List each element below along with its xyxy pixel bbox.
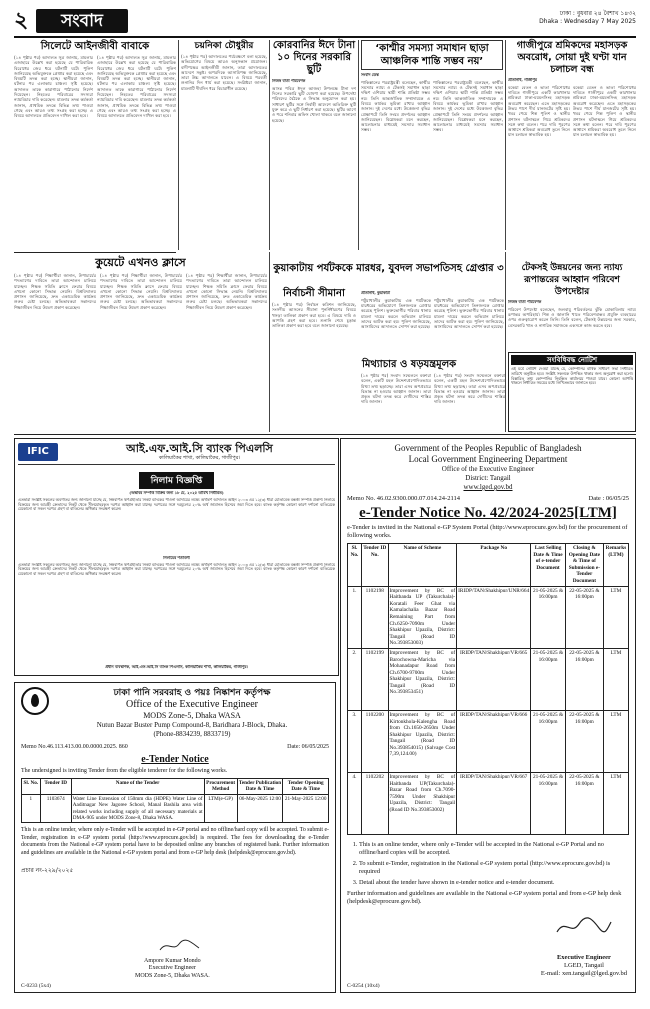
tender-table: [21, 778, 329, 823]
headline: গাজীপুরে শ্রমিকদের মহাসড়ক অবরোধ, সোয়া দুই ঘণ্টা যান চলাচল বন্ধ: [516, 40, 628, 75]
auction-footer: প্রধান ব্যবস্থাপক, আই.এফ.আই.সি ব্যাংক পিএলসি, কালিয়াকৈর শাখা, কালিয়াকৈর, গাজীপুর।: [105, 664, 248, 669]
table-row: [348, 710, 629, 772]
notice-body: এই মর্মে নোটিশ দেওয়া যাচ্ছে যে, কোম্পানির বার্ষিক সাধারণ সভা নির্ধারিত তারিখে অনুষ্ঠিত হবে। সংশ্লিষ্ট সকলকে উপস্থিত থাকার জন্য অনুরোধ করা হলো। বিস্তারিত তথ্য কোম্পানির নিবন্ধিত কার্যালয়ে পাওয়া যাবে। কোনো আপত্তি থাকলে নির্ধারিত সময়ের মধ্যে লিখিতভাবে জানাতে হবে।: [511, 367, 633, 386]
cell-sl: 1.: [348, 586, 362, 648]
cell-package: IRIDP/TAN/Shakhipur/VR/667: [457, 772, 531, 834]
cell-id: 1102202: [361, 772, 388, 834]
statutory-notice: [508, 352, 636, 432]
cell-method: LTM(e-GP): [204, 794, 237, 823]
date-bangla: ঢাকা : বুধবার ২৪ বৈশাখ ১৪৩২: [559, 10, 636, 17]
lged-tender-notice: [340, 438, 636, 993]
auction-title: নিলাম বিজ্ঞপ্তি: [139, 472, 215, 489]
note-item: 2. To submit e-Tender, registration in the National e-GP system portal (http://www.eprocure.gov.bd) is required: [359, 860, 629, 876]
further-info: Further information and guidelines are available in the National e-GP system portal and from e-GP help desk (helpdesk@eprocure.gov.bd).: [347, 889, 622, 905]
col-header: Name of Scheme: [388, 544, 457, 587]
notice-title: e-Tender Notice No. 42/2024-2025[LTM]: [359, 505, 617, 521]
headline: নির্বাচনী সীমানা: [283, 288, 345, 299]
ad-code: C-0254 (10x4): [347, 983, 380, 989]
cell-id: 1103674: [40, 794, 71, 823]
cell-name: Water Line Extension of 150mm dia (HDPE) Water Line of Aaditnagar New Jagoree School, Manal Bashila area with related works including supply of all necessary materials at DMA-905 under MODS Zone-8, Dhaka WASA.: [72, 795, 203, 822]
col-header: Remarks (LTM): [603, 544, 628, 587]
auction-body: এতদ্বারা সংশ্লিষ্ট সকলের অবগতির জন্য জানানো যাচ্ছে যে, নিম্নবর্ণিত ঋণগ্রহীতার নিকট ব্যাংকের পাওনা আদায়ের লক্ষ্যে অর্থঋণ আদালত আইন ২০০৩ এর ১২(৩) ধারা মোতাবেক বন্ধকী সম্পত্তি প্রকাশ্য নিলামে বিক্রয়ের জন্য আগ্রহী ক্রেতাদের নিকট থেকে সীলমোহরকৃত দরপত্র আহ্বান করা যাচ্ছে। দরপত্রের সঙ্গে দরমূল্যের ২০% অর্থ জামানত হিসেবে জমা দিতে হবে। ব্যাংক কর্তৃপক্ষ কোনো কারণ দর্শানো ব্যতিরেকে যেকোনো বা সকল দরপত্র গ্রহণ বা বাতিলের অধিকার সংরক্ষণ করেন।: [18, 497, 335, 512]
memo-number: Memo No.46.113.413.00.00.0000.2025. 860: [21, 744, 128, 750]
article-choynika: [181, 40, 267, 262]
masthead-logo-text: সংবাদ: [61, 11, 103, 31]
cell-sl: 1: [22, 794, 41, 823]
office-address: Nutun Bazar Buster Pump Compound-8, Baridhara J-Block, Dhaka.: [96, 721, 288, 729]
notice-title: সংবিধিবদ্ধ নোটিশ: [511, 355, 633, 365]
col-header: Name of the Tender: [71, 779, 204, 795]
cell-remark: LTM: [603, 710, 628, 772]
headline: কুয়েটে এখনও ক্লাসে: [95, 256, 186, 269]
cell-scheme: Improvement by BC of Barochowna-Maricha via Mohanadapur Road from Ch.6700-9700m Under Shakhipur Upazila, District: Tangail (Road ID No.393853451): [388, 648, 457, 710]
headline: ‘কাশ্মীর সমস্যা সমাধান ছাড়া আঞ্চলিক শান্তি সম্ভব নয়’: [361, 40, 503, 70]
cell-remark: LTM: [603, 648, 628, 710]
col-header: Tender Publication Date & Time: [238, 780, 282, 793]
col-header: Procurement Method: [204, 779, 237, 795]
byline: নিজস্ব বার্তা পরিবেশক: [508, 300, 542, 304]
body-col: পটুয়াখালীর কুয়াকাটায় এক পর্যটককে মারধরের অভিযোগে তিনজনকে গ্রেপ্তার করেছে পুলিশ। ভুক্তভোগীর পরিবার থানায় মামলা দায়ের করলে অভিযান চালিয়ে তাদের আটক করা হয়। পুলিশ জানিয়েছে, আসামিদের আদালতে সোপর্দ করা হয়েছে।: [361, 297, 431, 330]
memo-date: Date : 06/05/25: [588, 495, 629, 502]
auction-subtitle: (অস্থাবর সম্পত্তি বিক্রির জন্য ১৮ মে, ২০২৫ তারিখ নির্ধারিত): [129, 491, 224, 495]
article-kuakata-body: [361, 291, 505, 358]
cell-id: 1102198: [361, 586, 388, 648]
byline: প্রতিনিধি, কুয়াকাটা: [361, 291, 391, 295]
signatory-title: Executive Engineer: [556, 954, 611, 961]
body-col: পরিবেশ উপদেষ্টা বলেছেন, জলবায়ু পরিবর্তনের ঝুঁকি মোকাবিলায় ন্যায্য রূপান্তর অপরিহার্য। শিল্প ও জ্বালানি খাতে পরিবেশবান্ধব প্রযুক্তি ব্যবহারের ওপর গুরুত্বারোপ করেন তিনি। তিনি বলেন, টেকসই উন্নয়নের জন্য সরকার, বেসরকারি খাত ও নাগরিক সমাজকে একসঙ্গে কাজ করতে হবে।: [508, 306, 636, 328]
article-environment: [508, 262, 636, 353]
headline: মিথ্যাচার ও ষড়যন্ত্রমূলক: [362, 359, 457, 370]
signature-mark: [157, 938, 203, 954]
cell-scheme: Improvement by BC of Haitbanda UP (Takurchala)-Koratali Feer Ghat via Kamalachalia Bazar Road Remaining Part from Ch.6250-7090m Under Shakhipur Upazila, District: Tangail (Road ID No.393853003): [388, 586, 457, 648]
table-row: [348, 586, 629, 648]
note-item: 3. Detail about the tender have shown in e-tender notice and e-tender document.: [359, 879, 629, 887]
body-col: বকেয়া বেতন ও ভাতা পরিশোধের দাবিতে গাজীপুরে একটি কারখানার শ্রমিকরা ঢাকা-ময়মনসিংহ মহাসড়ক অবরোধ করেছেন। এতে মহাসড়কের উভয় পাশে দীর্ঘ যানজটের সৃষ্টি হয়। খবর পেয়ে শিল্প পুলিশ ও স্থানীয় প্রশাসন ঘটনাস্থলে গিয়ে শ্রমিকদের সঙ্গে কথা বলেন। পরে দাবি পূরণের আশ্বাসে শ্রমিকরা অবরোধ তুলে নিলে যান চলাচল স্বাভাবিক হয়।: [573, 84, 636, 138]
notice-footnote: This is an online tender, where only e-Tender will be accepted in e-GP portal and no offline/hard copy will be accepted. To submit e-Tender, registration in e-GP system portal (http://www.eprocure.gov.bd) is required. The fees for downloading the e-Tender documents from the National e-GP system portal have to be deposited online any branches of registered bank. Further information and guidelines are available in the National e-GP system portal and from e-GP help desk (helpdesk@eprocure.gov.bd).: [21, 827, 329, 856]
cell-publication: 06-May-2025 12:00: [237, 794, 283, 823]
government-name: Government of the Peoples Republic of Bangladesh: [394, 443, 582, 453]
table-header-row: [22, 779, 329, 795]
conditions-body: এতদ্বারা সংশ্লিষ্ট সকলের অবগতির জন্য জানানো যাচ্ছে যে, নিম্নবর্ণিত ঋণগ্রহীতার নিকট ব্যাংকের পাওনা আদায়ের লক্ষ্যে অর্থঋণ আদালত আইন ২০০৩ এর ১২(৩) ধারা মোতাবেক বন্ধকী সম্পত্তি প্রকাশ্য নিলামে বিক্রয়ের জন্য আগ্রহী ক্রেতাদের নিকট থেকে সীলমোহরকৃত দরপত্র আহ্বান করা যাচ্ছে। দরপত্রের সঙ্গে দরমূল্যের ২০% অর্থ জামানত হিসেবে জমা দিতে হবে। ব্যাংক কর্তৃপক্ষ কোনো কারণ দর্শানো ব্যতিরেকে যেকোনো বা সকল দরপত্র গ্রহণ বা বাতিলের অধিকার সংরক্ষণ করেন।: [18, 562, 335, 577]
wasa-logo-icon: [21, 687, 49, 715]
body-col: আসন্ন পবিত্র ঈদুল আজহা উপলক্ষে টানা দশ দিনের সরকারি ছুটি ঘোষণা করা হয়েছে। উপদেষ্টা পরিষদের বৈঠকে এ সিদ্ধান্ত অনুমোদন করা হয়। সাধারণ ছুটির সঙ্গে নির্বাহী আদেশে অতিরিক্ত ছুটি যুক্ত করে এ ছুটি নির্ধারণ করা হয়েছে। ছুটির আগে ও পরে শনিবার অফিস খোলা থাকবে বলে জানানো হয়েছে।: [272, 85, 356, 123]
headline: সিলেটে আইনজীবী বাবাকে: [40, 41, 150, 52]
body-col: (১৪ পৃষ্ঠার পর) সংবাদ সম্মেলনে বক্তারা বলেন, একটি মহল উদ্দেশ্যপ্রণোদিতভাবে মিথ্যা তথ্য ছড়াচ্ছে। তারা এসব অপপ্রচারে বিভ্রান্ত না হওয়ার আহ্বান জানান। তারা প্রকৃত ঘটনা তদন্ত করে দোষীদের শাস্তির দাবি জানান।: [361, 373, 431, 405]
office-phone: (Phone-8834239, 8833719): [153, 730, 231, 738]
byline: প্রতিনিধি, গাজীপুর: [508, 78, 537, 82]
byline: নিজস্ব বার্তা পরিবেশক: [272, 79, 306, 83]
body-col: (১৪ পৃষ্ঠার পর) শিক্ষার্থীরা জানান, উপাচার্যের পদত্যাগের দাবিতে তারা আন্দোলন চালিয়ে যাচ্ছেন। শিক্ষক সমিতি ক্লাসে ফেরার বিষয়ে এখনো কোনো সিদ্ধান্ত নেয়নি। বিশ্ববিদ্যালয় প্রশাসন জানিয়েছে, দ্রুত একাডেমিক কার্যক্রম শুরুর চেষ্টা চলছে। অভিভাবকরা সন্তানদের শিক্ষাজীবন নিয়ে উদ্বেগ প্রকাশ করেছেন।: [14, 273, 96, 310]
cell-package: IRIDP/TAN/Shakhipur/UNR/664: [457, 586, 531, 648]
cell-remark: LTM: [603, 772, 628, 834]
cell-sl: 3.: [348, 710, 362, 772]
ific-logo-text: IFIC: [27, 446, 49, 457]
cell-selling: 21-05-2025 & 16:00pm: [531, 710, 566, 772]
cell-scheme: Improvement by BC of Haitbanda UP(Takurchala)-Bazar Road from Ch.7090-7590m Under Shakhipur Upazila, District: Tangail (Road ID No.393853002): [388, 772, 457, 834]
cell-selling: 21-05-2025 & 16:00pm: [531, 586, 566, 648]
cell-id: 1102199: [361, 648, 388, 710]
cell-selling: 21-05-2025 & 16:00pm: [531, 772, 566, 834]
headline: চয়নিকা চৌধুরীর: [194, 41, 254, 51]
org-name-bangla: ঢাকা পানি সরবরাহ ও পয়ঃ নিষ্কাশন কর্তৃপক্ষ: [113, 688, 271, 698]
body-col: বকেয়া বেতন ও ভাতা পরিশোধের দাবিতে গাজীপুরে একটি কারখানার শ্রমিকরা ঢাকা-ময়মনসিংহ মহাসড়ক অবরোধ করেছেন। এতে মহাসড়কের উভয় পাশে দীর্ঘ যানজটের সৃষ্টি হয়। খবর পেয়ে শিল্প পুলিশ ও স্থানীয় প্রশাসন ঘটনাস্থলে গিয়ে শ্রমিকদের সঙ্গে কথা বলেন। পরে দাবি পূরণের আশ্বাসে শ্রমিকরা অবরোধ তুলে নিলে যান চলাচল স্বাভাবিক হয়।: [508, 84, 570, 138]
byline: সংবাদ ডেস্ক: [361, 73, 379, 77]
col-header: Package No: [457, 544, 531, 587]
signatory-office: LGED, Tangail: [564, 962, 604, 969]
col-header: Tender ID No.: [361, 544, 388, 587]
col-header: Tender Opening Date & Time: [283, 779, 329, 795]
zone-name: MODS Zone-5, Dhaka WASA: [143, 711, 241, 720]
signatory-title: Executive Engineer: [148, 965, 196, 971]
cell-opening: 21-May-2025 12:00: [283, 794, 329, 823]
body-col: পটুয়াখালীর কুয়াকাটায় এক পর্যটককে মারধরের অভিযোগে তিনজনকে গ্রেপ্তার করেছে পুলিশ। ভুক্তভোগীর পরিবার থানায় মামলা দায়ের করলে অভিযান চালিয়ে তাদের আটক করা হয়। পুলিশ জানিয়েছে, আসামিদের আদালতে সোপর্দ করা হয়েছে।: [434, 297, 504, 330]
masthead-logo: [36, 9, 128, 33]
department-name: Local Government Engineering Department: [408, 454, 568, 464]
cell-closing: 22-05-2025 & 16:00pm: [565, 586, 603, 648]
article-kuet: [14, 256, 267, 419]
ific-logo: [18, 443, 58, 461]
headline: কুয়াকাটায় পর্যটককে মারধর, যুবদল সভাপতিসহ গ্রেপ্তার ৩: [273, 263, 504, 274]
page-number: ২: [14, 8, 29, 33]
table-row: [348, 648, 629, 710]
website-link[interactable]: www.lged.gov.bd: [463, 483, 513, 491]
cell-remark: LTM: [603, 586, 628, 648]
body-col: (১৪ পৃষ্ঠার পর) আদালত সূত্র জানায়, মামলার এজাহারে উল্লেখ করা হয়েছে যে পারিবারিক বিরোধের জের ধরে ঘটনাটি ঘটে। পুলিশ জানিয়েছে অভিযুক্তকে গ্রেপ্তার করা হয়েছে এবং বিষয়টি তদন্ত করা হচ্ছে। স্থানীয়রা জানান, ঘটনার পর এলাকায় চাঞ্চল্য সৃষ্টি হয়েছে। আদালত তাকে কারাগারে পাঠানোর নির্দেশ দিয়েছেন। নিহতের পরিবারের সদস্যরা ন্যায়বিচার দাবি করেছেন। মামলার তদন্ত কর্মকর্তা জানান, প্রাথমিক তদন্তে বিভিন্ন তথ্য পাওয়া গেছে এবং আরও তথ্য সংগ্রহ করা হচ্ছে। এ বিষয়ে আদালতে প্রতিবেদন দাখিল করা হবে।: [14, 55, 93, 119]
signatory-email: E-mail: xen.tangail@lged.gov.bd: [540, 970, 627, 977]
body-col: (১৪ পৃষ্ঠার পর) আদালতের পর্যবেক্ষণে বলা হয়েছে, অভিযোগের বিষয়ে আরও অনুসন্ধান প্রয়োজন। বাদীপক্ষের আইনজীবী জানান, তারা আদালতের আদেশে সন্তুষ্ট। অপরদিকে আসামিপক্ষ জানিয়েছে, তারা উচ্চ আদালতে যাবেন। এ বিষয়ে পরবর্তী শুনানির দিন ধার্য করা হয়েছে। সংশ্লিষ্টরা জানান, মামলাটি দীর্ঘদিন ধরে বিচারাধীন রয়েছে।: [181, 54, 267, 91]
tender-table: [347, 543, 629, 835]
memo-date: Date: 06/05/2025: [287, 744, 329, 750]
note-item: 1. This is an online tender, where only e-Tender will be accepted in the National e-GP Portal and no offline/hard copies will be accepted.: [359, 841, 629, 857]
table-row: [348, 772, 629, 834]
signature-mark: [553, 916, 613, 938]
office-name: Office of the Executive Engineer: [126, 699, 258, 710]
notice-intro: e-Tender is invited in the National e-GP System Portal (http://www.eprocure.gov.bd) for the procurement of following works.: [347, 524, 628, 539]
article-kashmir: [361, 40, 503, 248]
body-col: (১৪ পৃষ্ঠার পর) সংবাদ সম্মেলনে বক্তারা বলেন, একটি মহল উদ্দেশ্যপ্রণোদিতভাবে মিথ্যা তথ্য ছড়াচ্ছে। তারা এসব অপপ্রচারে বিভ্রান্ত না হওয়ার আহ্বান জানান। তারা প্রকৃত ঘটনা তদন্ত করে দোষীদের শাস্তির দাবি জানান।: [434, 373, 505, 405]
branch-address: কালিয়াকৈর শাখা, কালিয়াকৈর, গাজীপুর।: [158, 455, 241, 461]
ific-auction-ad: [14, 438, 339, 676]
ad-code: C-0233 (5x4): [21, 983, 51, 989]
notice-notes: [359, 841, 629, 887]
cell-sl: 4.: [348, 772, 362, 834]
signatory-office: MODS Zone-5, Dhaka WASA.: [135, 972, 210, 979]
table-header-row: [348, 544, 629, 587]
office-name: Office of the Executive Engineer: [441, 465, 535, 473]
article-kuakata: [272, 262, 505, 277]
date-english: Dhaka : Wednesday 7 May 2025: [539, 18, 636, 25]
col-header: Closing & Opening Date & Time of Submission e-Tender Document: [565, 544, 603, 587]
col-header: Last Selling Date & Time of e-tender Document: [531, 544, 566, 587]
body-col: (১৪ পৃষ্ঠার পর) শিক্ষার্থীরা জানান, উপাচার্যের পদত্যাগের দাবিতে তারা আন্দোলন চালিয়ে যাচ্ছেন। শিক্ষক সমিতি ক্লাসে ফেরার বিষয়ে এখনো কোনো সিদ্ধান্ত নেয়নি। বিশ্ববিদ্যালয় প্রশাসন জানিয়েছে, দ্রুত একাডেমিক কার্যক্রম শুরুর চেষ্টা চলছে। অভিভাবকরা সন্তানদের শিক্ষাজীবন নিয়ে উদ্বেগ প্রকাশ করেছেন।: [100, 273, 182, 310]
memo-number: Memo No. 46.02.9300.000.07.014.24-2114: [347, 495, 460, 502]
cell-id: 1102200: [361, 710, 388, 772]
col-header: Sl. No.: [348, 544, 362, 587]
article-eid-holiday: [272, 40, 356, 246]
body-col: (১৪ পৃষ্ঠার পর) শিক্ষার্থীরা জানান, উপাচার্যের পদত্যাগের দাবিতে তারা আন্দোলন চালিয়ে যাচ্ছেন। শিক্ষক সমিতি ক্লাসে ফেরার বিষয়ে এখনো কোনো সিদ্ধান্ত নেয়নি। বিশ্ববিদ্যালয় প্রশাসন জানিয়েছে, দ্রুত একাডেমিক কার্যক্রম শুরুর চেষ্টা চলছে। অভিভাবকরা সন্তানদের শিক্ষাজীবন নিয়ে উদ্বেগ প্রকাশ করেছেন।: [186, 273, 267, 310]
body-col: (১৪ পৃষ্ঠার পর) আদালত সূত্র জানায়, মামলার এজাহারে উল্লেখ করা হয়েছে যে পারিবারিক বিরোধের জের ধরে ঘটনাটি ঘটে। পুলিশ জানিয়েছে অভিযুক্তকে গ্রেপ্তার করা হয়েছে এবং বিষয়টি তদন্ত করা হচ্ছে। স্থানীয়রা জানান, ঘটনার পর এলাকায় চাঞ্চল্য সৃষ্টি হয়েছে। আদালত তাকে কারাগারে পাঠানোর নির্দেশ দিয়েছেন। নিহতের পরিবারের সদস্যরা ন্যায়বিচার দাবি করেছেন। মামলার তদন্ত কর্মকর্তা জানান, প্রাথমিক তদন্তে বিভিন্ন তথ্য পাওয়া গেছে এবং আরও তথ্য সংগ্রহ করা হচ্ছে। এ বিষয়ে আদালতে প্রতিবেদন দাখিল করা হবে।: [97, 55, 176, 119]
bank-name: আই.এফ.আই.সি ব্যাংক পিএলসি: [126, 442, 273, 455]
article-gazipur: [508, 40, 636, 263]
conditions-title: নিলামের শর্তাবলী: [163, 555, 190, 560]
publication-number: প্রচার নং-২২৯/২০২৫: [21, 867, 74, 875]
cell-selling: 21-05-2025 & 16:00pm: [531, 648, 566, 710]
body-col: পাকিস্তানের পররাষ্ট্রমন্ত্রী বলেছেন, কাশ্মীর সমস্যার ন্যায্য ও টেকসই সমাধান ছাড়া দক্ষিণ এশিয়ায় স্থায়ী শান্তি প্রতিষ্ঠা সম্ভব নয়। তিনি আন্তর্জাতিক সম্প্রদায়কে এ বিষয়ে কার্যকর ভূমিকা রাখার আহ্বান জানান। দুই দেশের মধ্যে উত্তেজনা বৃদ্ধির প্রেক্ষাপটে তিনি সংযম প্রদর্শনের আহ্বান জানিয়েছেন। বিশ্লেষকরা মনে করছেন, আলোচনার মাধ্যমেই সমস্যার সমাধান সম্ভব।: [361, 79, 430, 133]
cell-closing: 22-05-2025 & 16:00pm: [565, 772, 603, 834]
masthead: [14, 8, 636, 36]
district-name: District: Tangail: [465, 474, 511, 482]
table-row: [22, 794, 329, 823]
headline: টেকসই উন্নয়নের জন্য ন্যায্য রূপান্তরের আহ্বান পরিবেশ উপদেষ্টার: [521, 263, 623, 297]
notice-intro: The undersigned is inviting Tender from the eligible tenderer for the following works.: [21, 768, 228, 774]
headline: কোরবানির ঈদে টানা ১০ দিনের সরকারি ছুটি: [272, 40, 356, 75]
notice-title: e-Tender Notice: [141, 754, 209, 765]
body-col: পাকিস্তানের পররাষ্ট্রমন্ত্রী বলেছেন, কাশ্মীর সমস্যার ন্যায্য ও টেকসই সমাধান ছাড়া দক্ষিণ এশিয়ায় স্থায়ী শান্তি প্রতিষ্ঠা সম্ভব নয়। তিনি আন্তর্জাতিক সম্প্রদায়কে এ বিষয়ে কার্যকর ভূমিকা রাখার আহ্বান জানান। দুই দেশের মধ্যে উত্তেজনা বৃদ্ধির প্রেক্ষাপটে তিনি সংযম প্রদর্শনের আহ্বান জানিয়েছেন। বিশ্লেষকরা মনে করছেন, আলোচনার মাধ্যমেই সমস্যার সমাধান সম্ভব।: [433, 79, 503, 133]
wasa-tender-notice: [14, 682, 336, 993]
cell-sl: 2.: [348, 648, 362, 710]
body-col: (১৪ পৃষ্ঠার পর) নির্বাচন কমিশন জানিয়েছে, সংসদীয় আসনের সীমানা পুনর্নির্ধারণের বিষয়ে খসড়া তালিকা প্রকাশ করা হবে। এ বিষয়ে দাবি ও আপত্তি গ্রহণ করা হবে। শুনানি শেষে চূড়ান্ত তালিকা প্রকাশ করা হবে বলে জানানো হয়েছে।: [272, 302, 356, 329]
cell-closing: 22-05-2025 & 16:00pm: [565, 710, 603, 772]
col-header: Tender ID: [40, 779, 71, 795]
cell-package: IRIDP/TAN/Shakhipur/VR/665: [457, 648, 531, 710]
col-header: Sl. No.: [22, 779, 41, 795]
cell-scheme: Improvement by BC of Kirtonkhola-Kalengha Road from Ch.1650-2650m Under Shakhipur Upazila, District: Tangail (Road ID No.393854015) (Salvage Cost 7,39,124.00): [388, 710, 457, 772]
cell-closing: 22-05-2025 & 16:00pm: [565, 648, 603, 710]
cell-package: IRIDP/TAN/Shakhipur/VR/666: [457, 710, 531, 772]
article-lawyer: [14, 40, 176, 260]
signatory-name: Ampore Kumar Mondo: [144, 957, 201, 964]
